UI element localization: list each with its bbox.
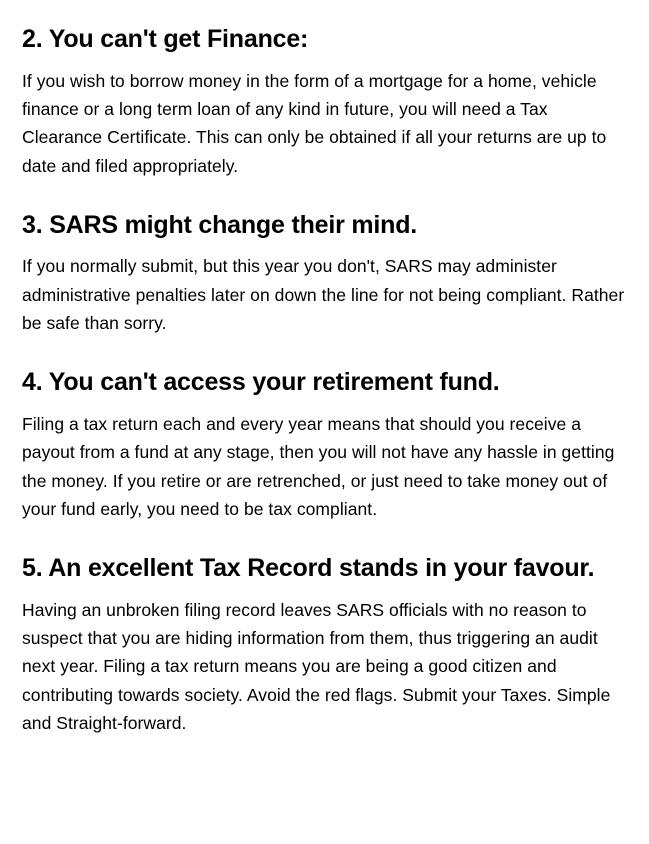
section-heading: 4. You can't access your retirement fund. (22, 368, 500, 397)
document-section-5 (22, 553, 627, 737)
section-heading: 5. An excellent Tax Record stands in your favour. (22, 554, 595, 583)
document-section-3 (22, 210, 627, 338)
section-body: If you normally submit, but this year you don't, SARS may administer administrative penalties later on down the line for not being compliant. Rather be safe than sorry. (22, 256, 625, 334)
section-heading: 3. SARS might change their mind. (22, 210, 418, 239)
section-body: Filing a tax return each and every year means that should you receive a payout from a fund at any stage, then you will not have any hassle in getting the money. If you retire or are retrenched, or just need to take money out of your fund early, you need to be tax compliant. (22, 413, 615, 519)
section-body: If you wish to borrow money in the form of a mortgage for a home, vehicle finance or a long term loan of any kind in future, you will need a Tax Clearance Certificate. This can only be obtained if all your returns are up to date and filed appropriately. (22, 70, 607, 176)
document-section-4 (22, 367, 627, 523)
section-body: Having an unbroken filing record leaves SARS officials with no reason to suspect that you are hiding information from them, thus triggering an audit next year. Filing a tax return means you are being a good citizen and contributing towards society. Avoid the red flags. Submit your Taxes. Simple and Straight-forward. (22, 599, 611, 734)
section-heading: 2. You can't get Finance: (22, 25, 309, 53)
document-section-2 (22, 24, 627, 180)
